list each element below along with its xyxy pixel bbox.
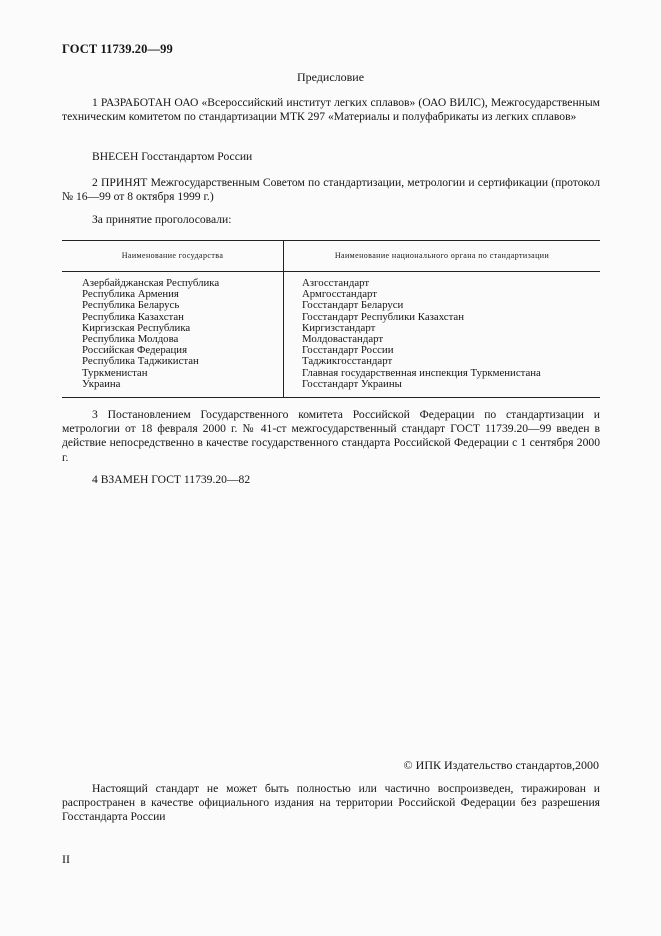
table-header-state: Наименование государства xyxy=(121,251,224,260)
table-column-bodies xyxy=(302,278,541,390)
table-cell-body: Госстандарт Беларуси xyxy=(302,299,404,312)
table-cell-body: Главная государственная инспекция Туркменистана xyxy=(302,366,541,379)
voting-states-table xyxy=(62,240,600,398)
table-cell-body: Госстандарт Украины xyxy=(302,377,402,390)
table-header-standards-body: Наименование национального органа по стандартизации xyxy=(334,251,550,260)
paragraph-introduced-by: ВНЕСЕН Госстандартом России xyxy=(92,150,253,163)
page-title: Предисловие xyxy=(296,70,365,84)
table-column-states xyxy=(82,278,219,390)
paragraph-replaces: 4 ВЗАМЕН ГОСТ 11739.20—82 xyxy=(92,473,251,486)
paragraph-developed-by: 1 РАЗРАБОТАН ОАО «Всероссийский институт легких сплавов» (ОАО ВИЛС), Межгосударственным техническим комитетом по стандартизации МТК 297 «Материалы и полуфабрикаты из легких сплавов» xyxy=(62,96,600,124)
table-header-rule xyxy=(62,271,600,272)
table-cell-state: Российская Федерация xyxy=(82,344,188,357)
table-cell-body: Азгосстандарт xyxy=(302,277,370,289)
table-column-divider xyxy=(283,241,284,397)
page-number: II xyxy=(62,852,70,866)
table-cell-state: Республика Беларусь xyxy=(82,299,180,312)
table-cell-body: Молдовастандарт xyxy=(302,333,384,346)
table-cell-state: Азербайджанская Республика xyxy=(82,277,220,289)
table-cell-state: Киргизская Республика xyxy=(82,321,191,334)
table-cell-body: Киргизстандарт xyxy=(302,321,376,334)
table-cell-state: Украина xyxy=(82,377,121,390)
table-cell-state: Республика Молдова xyxy=(82,333,179,346)
table-cell-state: Туркменистан xyxy=(82,366,148,379)
table-cell-body: Госстандарт Республики Казахстан xyxy=(302,310,464,323)
paragraph-voted-for: За принятие проголосовали: xyxy=(92,213,232,226)
reproduction-notice: Настоящий стандарт не может быть полностью или частично воспроизведен, тиражирован и распространен в качестве официального издания на территории Российской Федерации без разрешения Госстандарта России xyxy=(62,782,600,824)
table-cell-state: Республика Армения xyxy=(82,288,179,301)
table-cell-body: Таджикгосстандарт xyxy=(302,355,393,368)
copyright-notice: © ИПК Издательство стандартов,2000 xyxy=(403,758,599,772)
paragraph-enacted-by: 3 Постановлением Государственного комитета Российской Федерации по стандартизации и метрологии от 18 февраля 2000 г. № 41-ст межгосударственный стандарт ГОСТ 11739.20—99 введен в действие непосредственно в качестве государственного стандарта Российской Федерации с 1 сентября 2000 г. xyxy=(62,408,600,464)
table-cell-state: Республика Таджикистан xyxy=(82,355,199,368)
paragraph-adopted-by: 2 ПРИНЯТ Межгосударственным Советом по стандартизации, метрологии и сертификации (протокол № 16—99 от 8 октября 1999 г.) xyxy=(62,176,600,204)
document-code-header: ГОСТ 11739.20—99 xyxy=(62,42,173,56)
table-cell-body: Госстандарт России xyxy=(302,344,394,357)
table-cell-state: Республика Казахстан xyxy=(82,310,184,323)
table-cell-body: Армгосстандарт xyxy=(302,288,377,301)
